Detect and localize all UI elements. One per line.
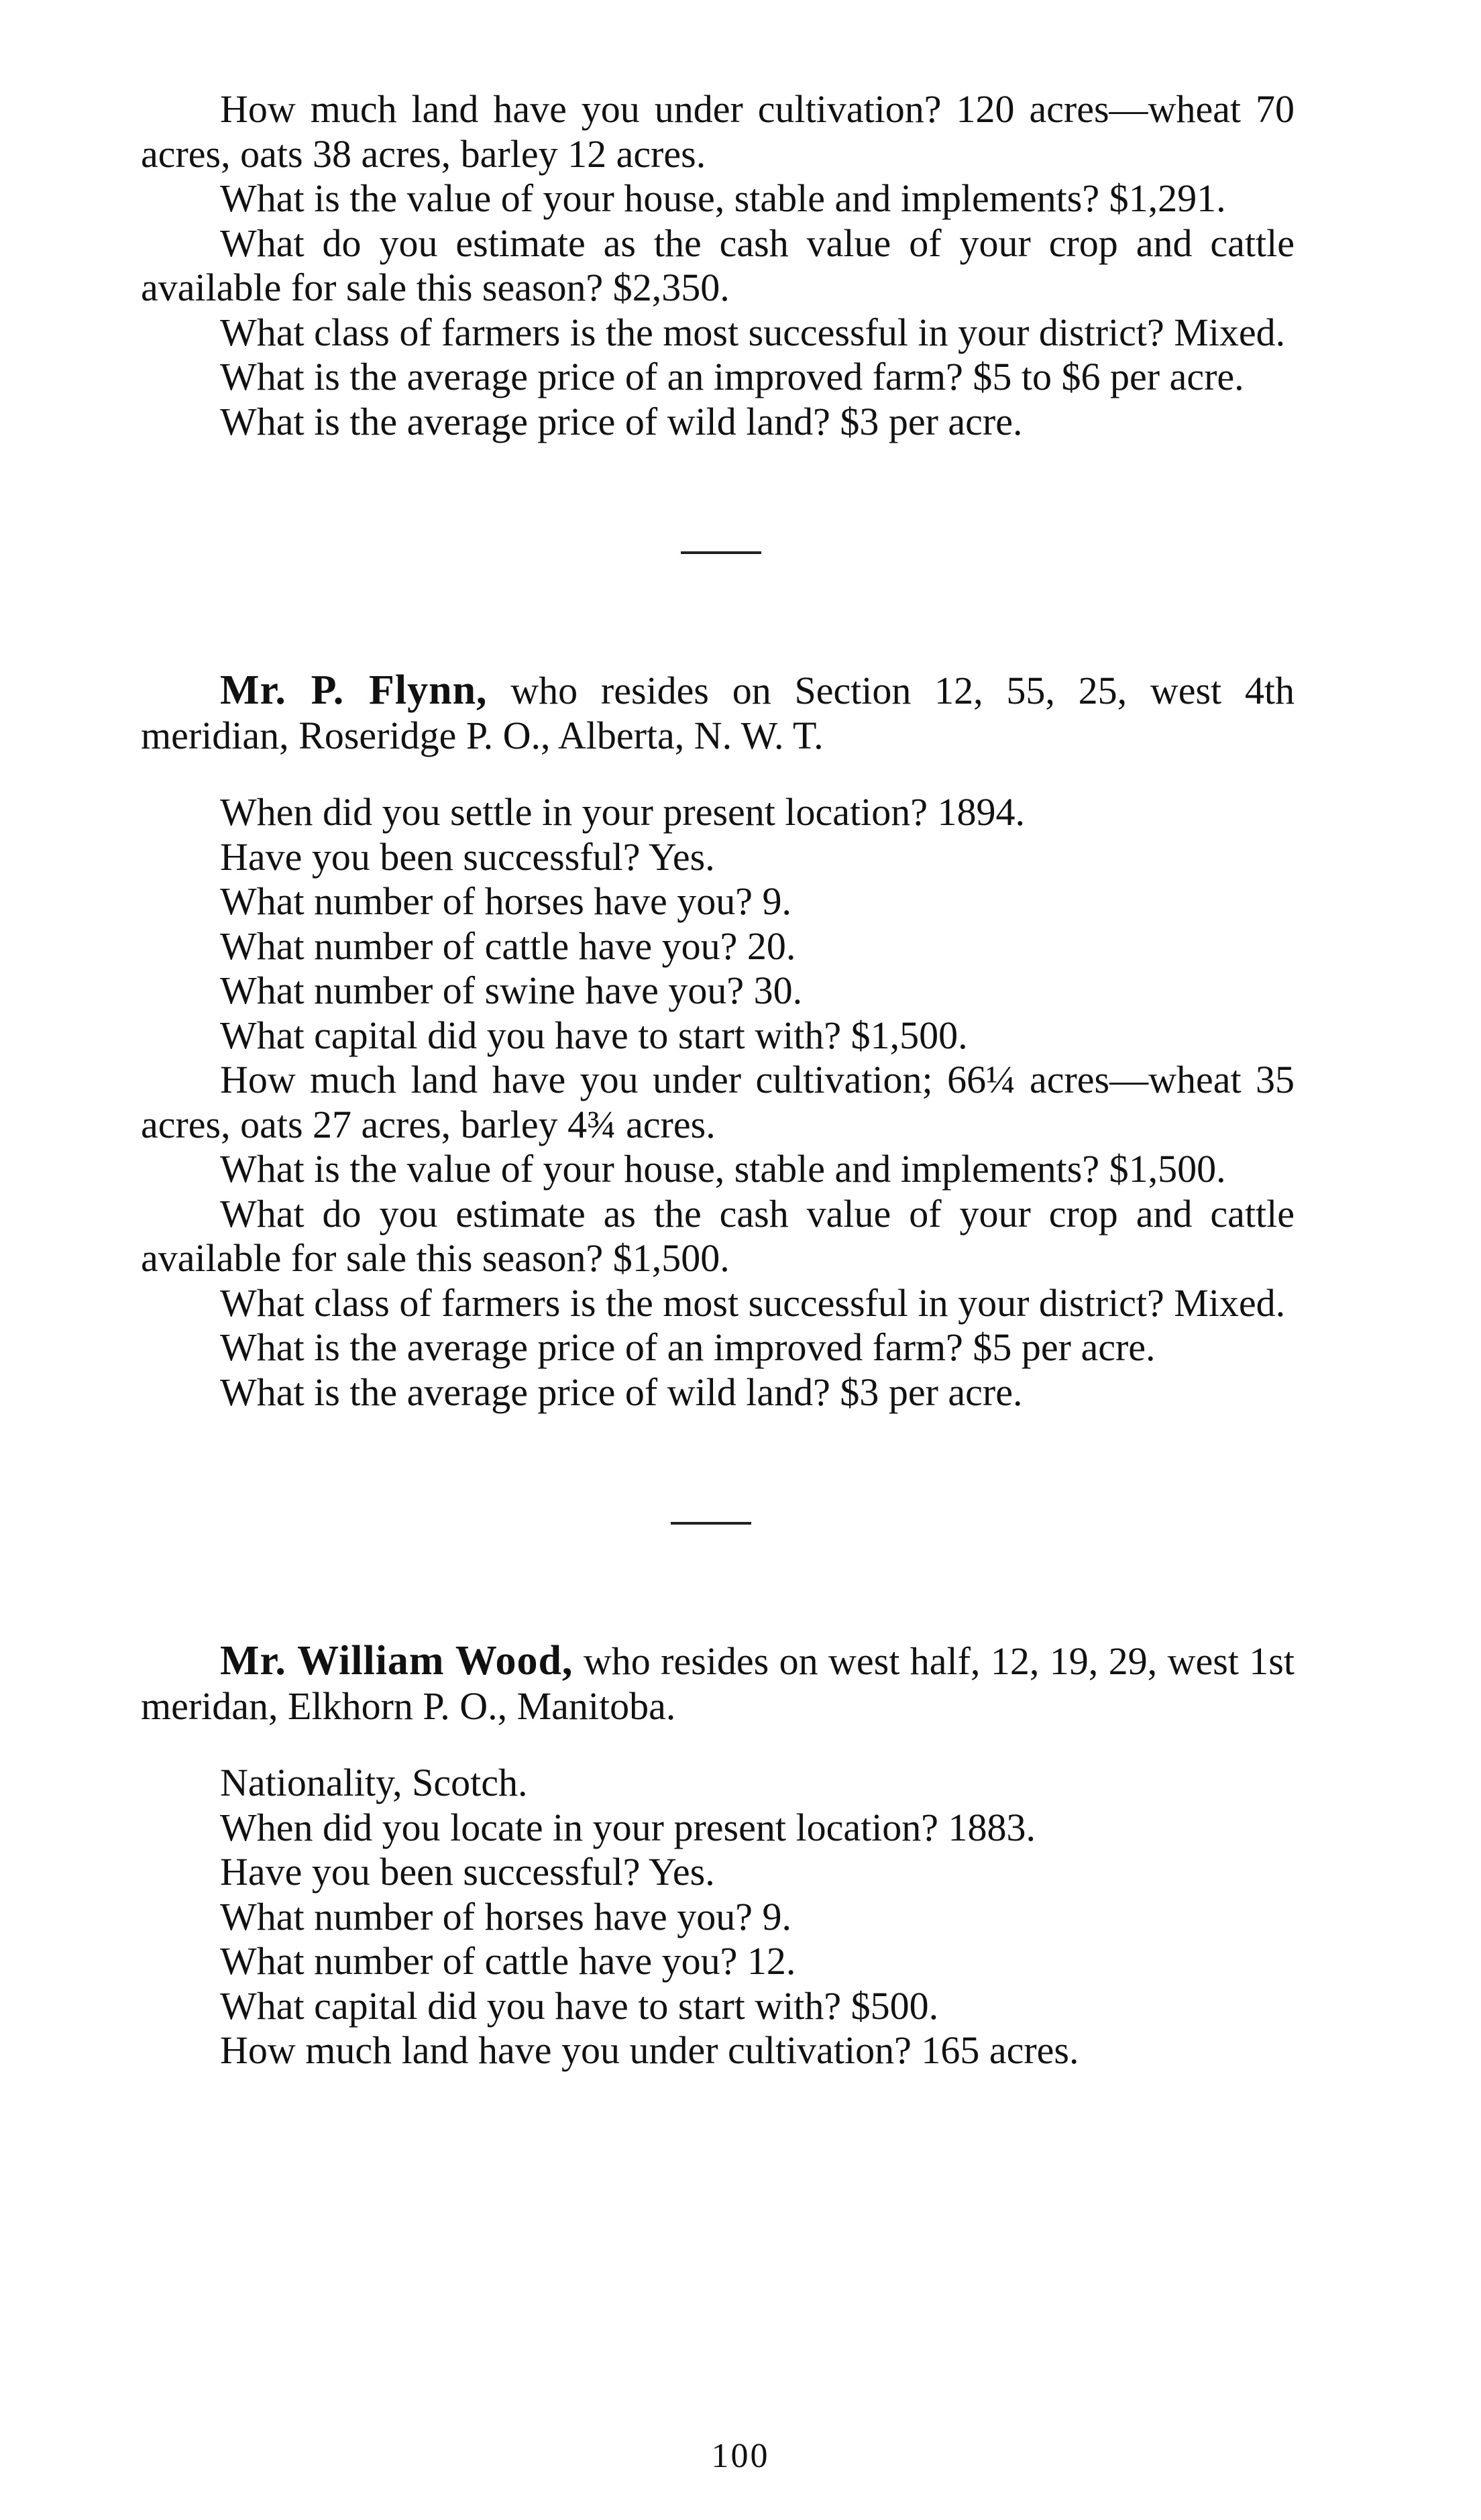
page-number: 100 [711, 2437, 770, 2475]
qa-line: What number of swine have you? 30. [220, 969, 803, 1012]
qa-line: Have you been successful? Yes. [220, 834, 715, 879]
section-previous-farmer [141, 87, 1295, 444]
qa-line: What is the average price of wild land? $3 per acre. [220, 1370, 1023, 1414]
qa-line: What is the average price of an improved farm? $5 per acre. [220, 1325, 1156, 1369]
qa-line: What is the value of your house, stable and implements? $1,500. [220, 1147, 1226, 1191]
qa-line: What class of farmers is the most successful in your district? Mixed. [220, 1280, 1286, 1325]
qa-line: What is the average price of wild land? $3 per acre. [220, 399, 1023, 443]
section-william-wood [141, 1639, 1295, 2073]
qa-line: What capital did you have to start with? $500. [220, 1983, 939, 2028]
qa-line: What capital did you have to start with? $1,500. [220, 1013, 968, 1057]
document-page [141, 87, 1295, 2073]
qa-line: What do you estimate as the cash value of your crop and cattle available for sale this season? $1,500. [141, 1191, 1295, 1280]
qa-line: What number of cattle have you? 12. [220, 1939, 796, 1983]
qa-line: Nationality, Scotch. [220, 1761, 528, 1804]
farmer-intro [141, 1639, 1295, 1729]
qa-line: When did you locate in your present location? 1883. [220, 1805, 1036, 1849]
qa-line: What do you estimate as the cash value of your crop and cattle available for sale this season? $2,350. [141, 221, 1295, 309]
qa-line: What is the value of your house, stable and implements? $1,291. [220, 176, 1226, 220]
qa-line: Have you been successful? Yes. [220, 1850, 715, 1894]
qa-line: What number of horses have you? 9. [220, 1894, 792, 1938]
qa-line: What is the average price of an improved farm? $5 to $6 per acre. [220, 355, 1244, 398]
qa-line: What number of horses have you? 9. [220, 879, 792, 923]
qa-line: How much land have you under cultivation? 165 acres. [220, 2028, 1079, 2072]
qa-line: How much land have you under cultivation; 66¼ acres—wheat 35 acres, oats 27 acres, barley 4¾ acres. [141, 1058, 1295, 1146]
farmer-intro [141, 668, 1295, 758]
farmer-intro-text: who resides on west half, 12, 19, 29, west 1st meridan, Elkhorn P. O., Manitoba. [141, 1639, 1295, 1728]
qa-line: When did you settle in your present location? 1894. [220, 790, 1025, 834]
qa-line: What class of farmers is the most successful in your district? Mixed. [220, 310, 1286, 354]
qa-line: How much land have you under cultivation? 120 acres—wheat 70 acres, oats 38 acres, barley 12 acres. [141, 87, 1295, 176]
qa-line: What number of cattle have you? 20. [220, 924, 796, 968]
section-p-flynn [141, 668, 1295, 1415]
farmer-name: Mr. William Wood, [220, 1638, 573, 1684]
farmer-intro-text: who resides on Section 12, 55, 25, west 4th meridian, Roseridge P. O., Alberta, N. W. T. [141, 669, 1295, 757]
farmer-name: Mr. P. Flynn, [220, 667, 488, 713]
